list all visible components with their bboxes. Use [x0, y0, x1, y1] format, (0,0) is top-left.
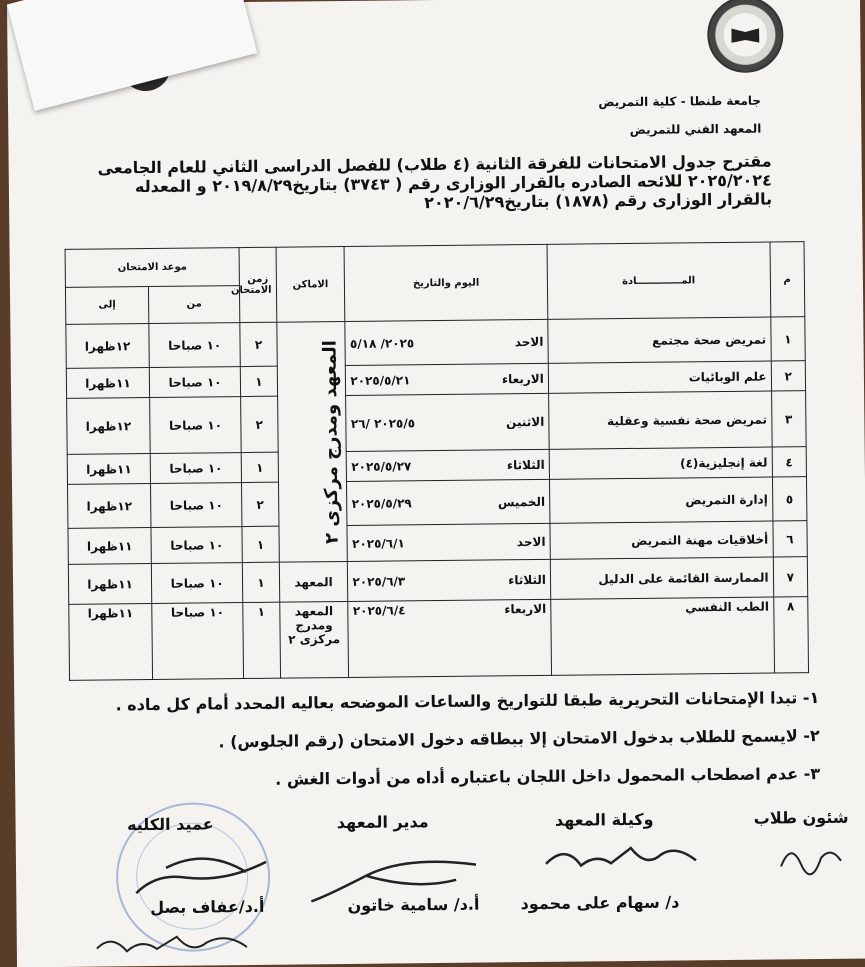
- row-day: الاثنين: [506, 414, 545, 429]
- row-duration: ٢: [241, 396, 278, 452]
- table-row: [66, 317, 805, 369]
- university-faculty-line: جامعة طنطا - كلية التمريض: [598, 93, 762, 110]
- row-to: ١٢ظهرا: [66, 324, 150, 369]
- row-duration: ٢: [242, 482, 279, 526]
- role-institute-director: مدير المعهد: [336, 812, 429, 833]
- row-from: ١٠ صباحا: [150, 453, 241, 484]
- title-line-3: بالقرار الوزارى رقم (١٨٧٨) بتاريخ٢٠٢٠/٦/٢٩: [424, 189, 773, 213]
- row-date: ٢٠٢٥/ ٥/١٨: [349, 335, 415, 351]
- header-num: م: [770, 242, 805, 317]
- merged-place-text: المعهد ومدرج مركزى ٢: [319, 339, 344, 544]
- name-institute-director: أ.د/ سامية خاتون: [347, 894, 480, 915]
- row-to: ١١ظهرا: [68, 528, 151, 565]
- row-num: ٧: [773, 557, 808, 597]
- row-to: ١١ظهرا: [67, 454, 150, 485]
- row-duration: ١: [241, 452, 278, 482]
- row-from: ١٠ صباحا: [151, 527, 242, 564]
- role-dean: عميد الكليه: [126, 814, 214, 835]
- book-emblem-icon: [731, 25, 759, 43]
- header-day-date: اليوم والتاريخ: [344, 244, 547, 321]
- row-day-date: [347, 523, 550, 561]
- header-place: الاماكن: [276, 246, 346, 322]
- dean-signature: [126, 842, 277, 904]
- row-duration: ٢: [240, 322, 277, 366]
- name-dean: أ.د/عفاف بصل: [150, 896, 265, 918]
- table-row: [69, 597, 809, 681]
- row-duration: ١: [243, 602, 280, 678]
- table-header-row: [65, 242, 804, 287]
- row-num: ٨: [773, 597, 808, 673]
- row-day-date: [346, 363, 549, 395]
- row-day-date: [345, 319, 548, 365]
- row-subject: الممارسة القائمة على الدليل: [550, 557, 773, 599]
- role-student-affairs: شئون طلاب: [753, 807, 849, 828]
- row-subject: إدارة التمريض: [549, 477, 772, 523]
- row-date: ٢٠٢٥/٥/٢٩: [351, 495, 412, 511]
- row-date: ٢٠٢٥/٦/١: [352, 535, 405, 551]
- row-num: ٦: [773, 521, 808, 557]
- document-page: [7, 0, 865, 967]
- row-subject: الطب النفسي: [551, 597, 774, 675]
- title-line-2: ٢٠٢٥/٢٠٢٤ للائحه الصادره بالقرار الوزارى رقم ( ٣٧٤٣) بتاريخ٢٠١٩/٨/٢٩ و المعدله: [134, 170, 772, 197]
- row-day: الخميس: [497, 494, 546, 509]
- row-subject: تمريض صحة مجتمع: [548, 317, 771, 363]
- row-to: ١١ظهرا: [66, 368, 149, 399]
- row-day-date: [347, 449, 550, 481]
- row-num: ٥: [772, 477, 807, 521]
- row-day: الثلاثاء: [506, 457, 545, 472]
- row-duration: ١: [240, 366, 277, 396]
- row-subject: تمريض صحة نفسية وعقلية: [548, 391, 771, 449]
- row-from: ١٠ صباحا: [151, 483, 243, 528]
- row-num: ٤: [772, 447, 807, 477]
- director-signature: [306, 850, 487, 912]
- row-day: الاحد: [514, 334, 544, 349]
- row-date: ٢٠٢٥/٦/٣: [352, 573, 406, 589]
- row-from: ١٠ صباحا: [151, 563, 243, 604]
- institute-line: المعهد الفني للتمريض: [629, 121, 762, 137]
- name-vice-dean: د/ سهام على محمود: [520, 892, 680, 914]
- row-day-date: [346, 393, 549, 451]
- row-place: المعهد: [279, 561, 348, 602]
- row-date: ٢٠٢٥/٥/٢١: [350, 372, 411, 388]
- row-subject: علم الوبائيات: [548, 361, 771, 393]
- row-date: ٢٠٢٥/٦/٤: [352, 603, 406, 618]
- header-duration: زمن الامتحان: [239, 247, 276, 322]
- row-subject: أخلاقيات مهنة التمريض: [550, 521, 773, 559]
- row-to: ١٢ظهرا: [68, 484, 152, 529]
- document-title: [49, 151, 773, 216]
- merged-place-cell: [276, 321, 347, 562]
- row-to: ١١ظهرا: [68, 564, 151, 605]
- student-affairs-signature: [776, 836, 846, 877]
- row-num: ٢: [771, 361, 806, 391]
- overlapping-paper-corner: [7, 0, 257, 111]
- vice-dean-signature: [536, 832, 706, 879]
- row-day: الاربعاء: [501, 371, 544, 386]
- row-duration: ١: [242, 526, 279, 562]
- row-from: ١٠ صباحا: [150, 397, 242, 454]
- row-day-date: [347, 479, 550, 525]
- header-time-group: موعد الامتحان: [65, 248, 240, 287]
- note-item: ١- تبدا الإمتحانات التحريرية طبقا للتواريخ والساعات الموضحه بعاليه المحدد أمام كل ماده .: [115, 688, 820, 715]
- row-subject: لغة إنجليزية(٤): [549, 447, 772, 479]
- row-day: الثلاثاء: [508, 572, 546, 587]
- letterhead: [598, 87, 761, 145]
- row-day: الاحد: [516, 534, 546, 549]
- row-to: ١١ظهرا: [69, 604, 153, 681]
- role-vice-dean: وكيلة المعهد: [554, 809, 654, 830]
- row-date: ٢٠٢٥/٥/٢٧: [351, 458, 412, 474]
- table-row: [68, 477, 807, 529]
- row-to: ١٢ظهرا: [67, 398, 151, 455]
- row-day-date: [348, 599, 551, 677]
- header-to: إلى: [65, 286, 148, 324]
- row-from: ١٠ صباحا: [152, 603, 244, 680]
- notes-list: [115, 679, 820, 800]
- header-subject: المـــــــــــــادة: [547, 242, 770, 319]
- row-num: ١: [770, 317, 805, 361]
- row-from: ١٠ صباحا: [149, 367, 240, 398]
- row-duration: ١: [243, 562, 280, 602]
- row-day: الاربعاء: [504, 601, 547, 617]
- row-place: المعهد ومدرج مركزى ٢: [279, 601, 349, 678]
- row-from: ١٠ صباحا: [149, 323, 241, 368]
- title-line-1: مقترح جدول الامتحانات للفرقة الثانية (٤ طلاب) للفصل الدراسى الثاني للعام الجامعى: [97, 151, 772, 178]
- tanta-university-logo: [707, 0, 784, 73]
- row-num: ٣: [771, 391, 806, 447]
- note-item: ٣- عدم اصطحاب المحمول داخل اللجان باعتباره أداه من أدوات الغش .: [275, 764, 821, 789]
- dean-handwritten-date: [87, 922, 257, 964]
- header-from: من: [149, 285, 240, 323]
- table-row: [67, 391, 807, 455]
- row-day-date: [348, 559, 551, 601]
- row-date: ٢٠٢٥/٥ /٢٦: [350, 415, 416, 431]
- exam-schedule-table: [65, 241, 809, 681]
- note-item: ٢- لايسمح للطلاب بدخول الامتحان إلا ببطاقه دخول الامتحان (رقم الجلوس) .: [218, 726, 820, 752]
